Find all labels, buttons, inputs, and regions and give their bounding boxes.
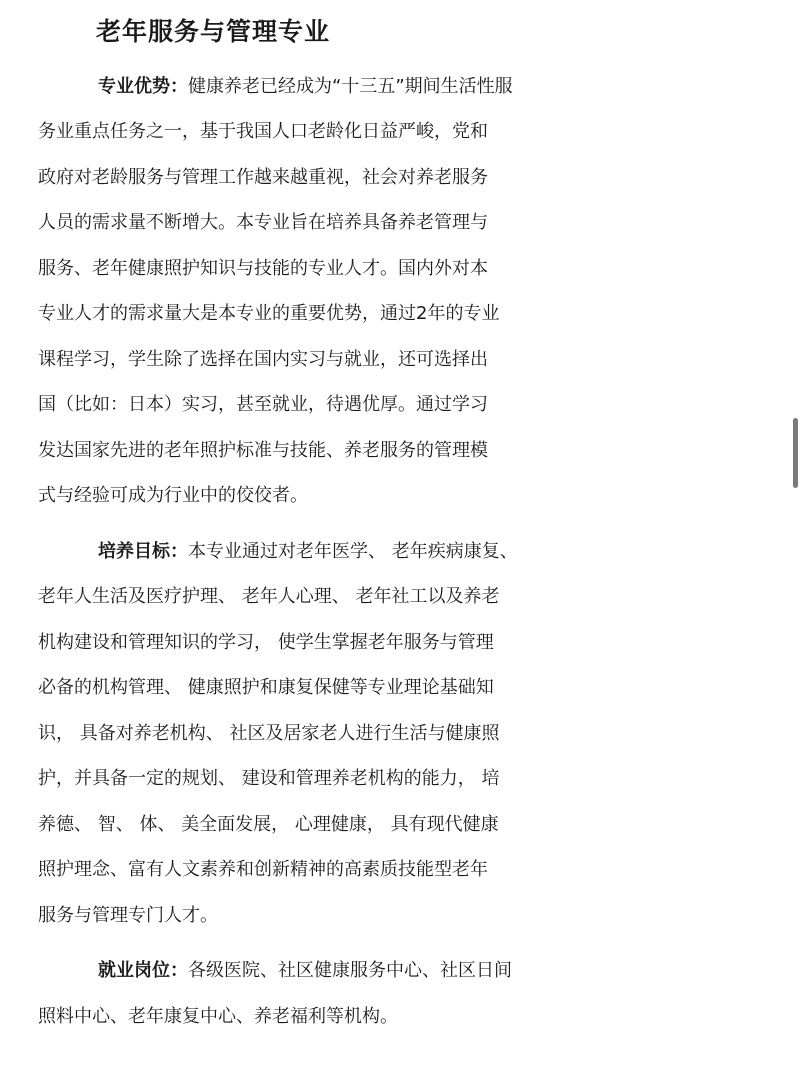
paragraph-line: 照护理念、富有人文素养和创新精神的高素质技能型老年 <box>38 859 488 880</box>
paragraph-line: 养德、 智、 体、 美全面发展， 心理健康， 具有现代健康 <box>38 814 499 835</box>
goal-first-line <box>98 532 800 572</box>
scrollbar[interactable] <box>793 418 798 488</box>
paragraph-line: 国（比如：日本）实习，甚至就业，待遇优厚。通过学习 <box>38 394 488 415</box>
paragraph-line: 政府对老龄服务与管理工作越来越重视，社会对养老服务 <box>38 167 488 188</box>
paragraph-line: 识， 具备对养老机构、 社区及居家老人进行生活与健康照 <box>38 723 500 744</box>
paragraph-line: 照料中心、老年康复中心、养老福利等机构。 <box>38 1006 398 1027</box>
paragraph-line: 课程学习，学生除了选择在国内实习与就业，还可选择出 <box>38 349 488 370</box>
paragraph-line: 务业重点任务之一，基于我国人口老龄化日益严峻，党和 <box>38 121 488 142</box>
paragraph-line: 护，并具备一定的规划、 建设和管理养老机构的能力， 培 <box>38 768 500 789</box>
advantage-first-line <box>98 67 800 107</box>
paragraph-line: 服务、老年健康照护知识与技能的专业人才。国内外对本 <box>38 258 488 279</box>
advantage-first-text: 健康养老已经成为“十三五”期间生活性服 <box>188 76 513 97</box>
goal-label: 培养目标： <box>98 541 188 562</box>
paragraph-line: 人员的需求量不断增大。本专业旨在培养具备养老管理与 <box>38 212 488 233</box>
jobs-first-text: 各级医院、社区健康服务中心、社区日间 <box>188 960 512 981</box>
paragraph-line: 发达国家先进的老年照护标准与技能、养老服务的管理模 <box>38 440 488 461</box>
jobs-label: 就业岗位： <box>98 960 188 981</box>
paragraph-line: 服务与管理专门人才。 <box>38 905 218 926</box>
advantage-label: 专业优势： <box>98 76 188 97</box>
jobs-first-line <box>98 951 800 991</box>
paragraph-line: 机构建设和管理知识的学习， 使学生掌握老年服务与管理 <box>38 632 494 653</box>
paragraph-line: 专业人才的需求量大是本专业的重要优势，通过2年的专业 <box>38 303 500 324</box>
page-title: 老年服务与管理专业 <box>96 17 331 46</box>
goal-first-text: 本专业通过对老年医学、 老年疾病康复、 <box>188 541 518 562</box>
paragraph-line: 必备的机构管理、 健康照护和康复保健等专业理论基础知 <box>38 677 494 698</box>
paragraph-line: 式与经验可成为行业中的佼佼者。 <box>38 485 308 506</box>
paragraph-line: 老年人生活及医疗护理、 老年人心理、 老年社工以及养老 <box>38 586 500 607</box>
